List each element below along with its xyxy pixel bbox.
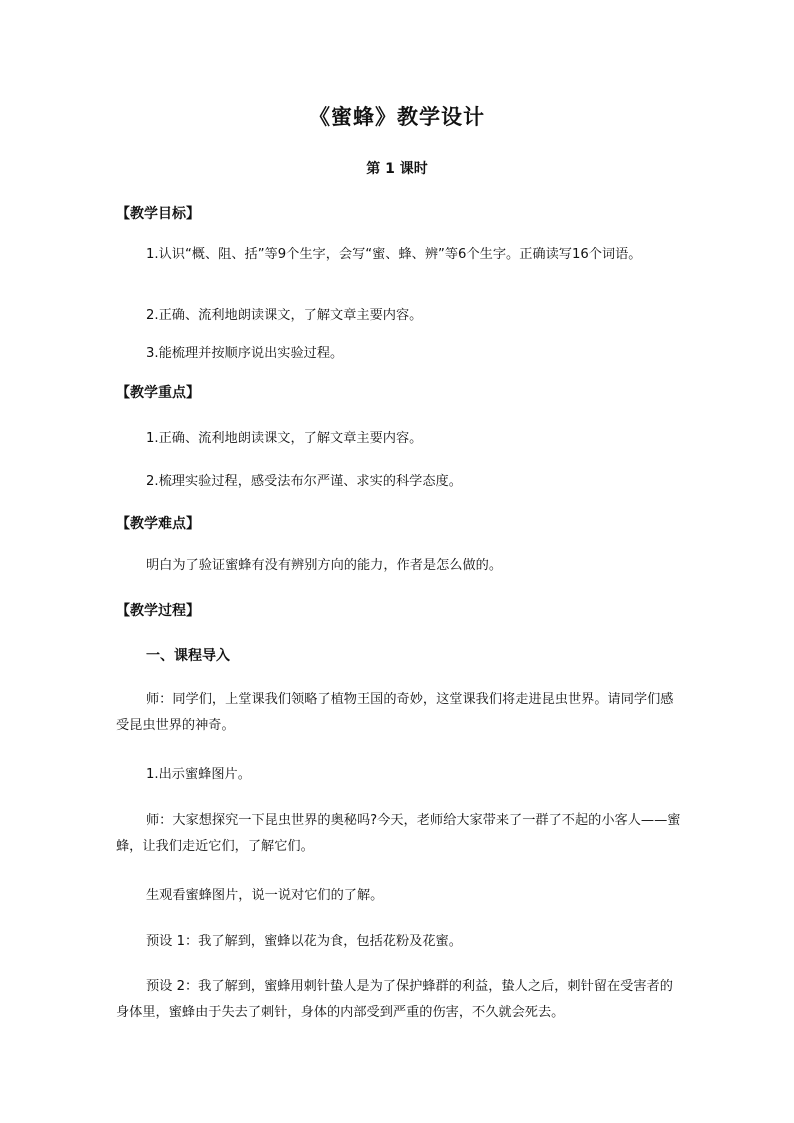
process-heading: 【教学过程】: [116, 603, 200, 619]
difficulties-heading: 【教学难点】: [116, 516, 200, 532]
process-paragraph-1: 师：同学们，上堂课我们领略了植物王国的奇妙，这堂课我们将走进昆虫世界。请同学们感受昆虫世界的神奇。: [116, 692, 674, 733]
process-paragraph-4: 生观看蜜蜂图片，说一说对它们的了解。: [146, 888, 384, 903]
objective-item-1: 1.认识“概、阻、括”等9个生字，会写“蜜、蜂、辨”等6个生字。正确读写16个词语。: [146, 247, 642, 262]
key-point-item-1: 1.正确、流利地朗读课文，了解文章主要内容。: [146, 431, 423, 446]
process-paragraph-6: 预设 2：我了解到，蜜蜂用刺针蛰人是为了保护蜂群的利益，蛰人之后，刺针留在受害者的身体里，蜜蜂由于失去了刺针，身体的内部受到严重的伤害，不久就会死去。: [116, 979, 673, 1020]
objective-item-2: 2.正确、流利地朗读课文，了解文章主要内容。: [146, 308, 423, 323]
objectives-heading: 【教学目标】: [116, 206, 200, 222]
process-sub-heading: 一、课程导入: [146, 648, 230, 664]
key-point-item-2: 2.梳理实验过程，感受法布尔严谨、求实的科学态度。: [146, 474, 462, 489]
difficulties-text: 明白为了验证蜜蜂有没有辨别方向的能力，作者是怎么做的。: [146, 558, 503, 573]
objective-item-3: 3.能梳理并按顺序说出实验过程。: [146, 346, 344, 361]
document-subtitle: 第 1 课时: [366, 161, 428, 177]
document-title: 《蜜蜂》教学设计: [309, 105, 485, 129]
key-points-heading: 【教学重点】: [116, 385, 200, 401]
process-paragraph-3: 师：大家想探究一下昆虫世界的奥秘吗?今天，老师给大家带来了一群了不起的小客人——蜜蜂，让我们走近它们，了解它们。: [116, 813, 681, 854]
process-paragraph-5: 预设 1：我了解到，蜜蜂以花为食，包括花粉及花蜜。: [146, 934, 462, 949]
process-paragraph-2: 1.出示蜜蜂图片。: [146, 767, 251, 782]
